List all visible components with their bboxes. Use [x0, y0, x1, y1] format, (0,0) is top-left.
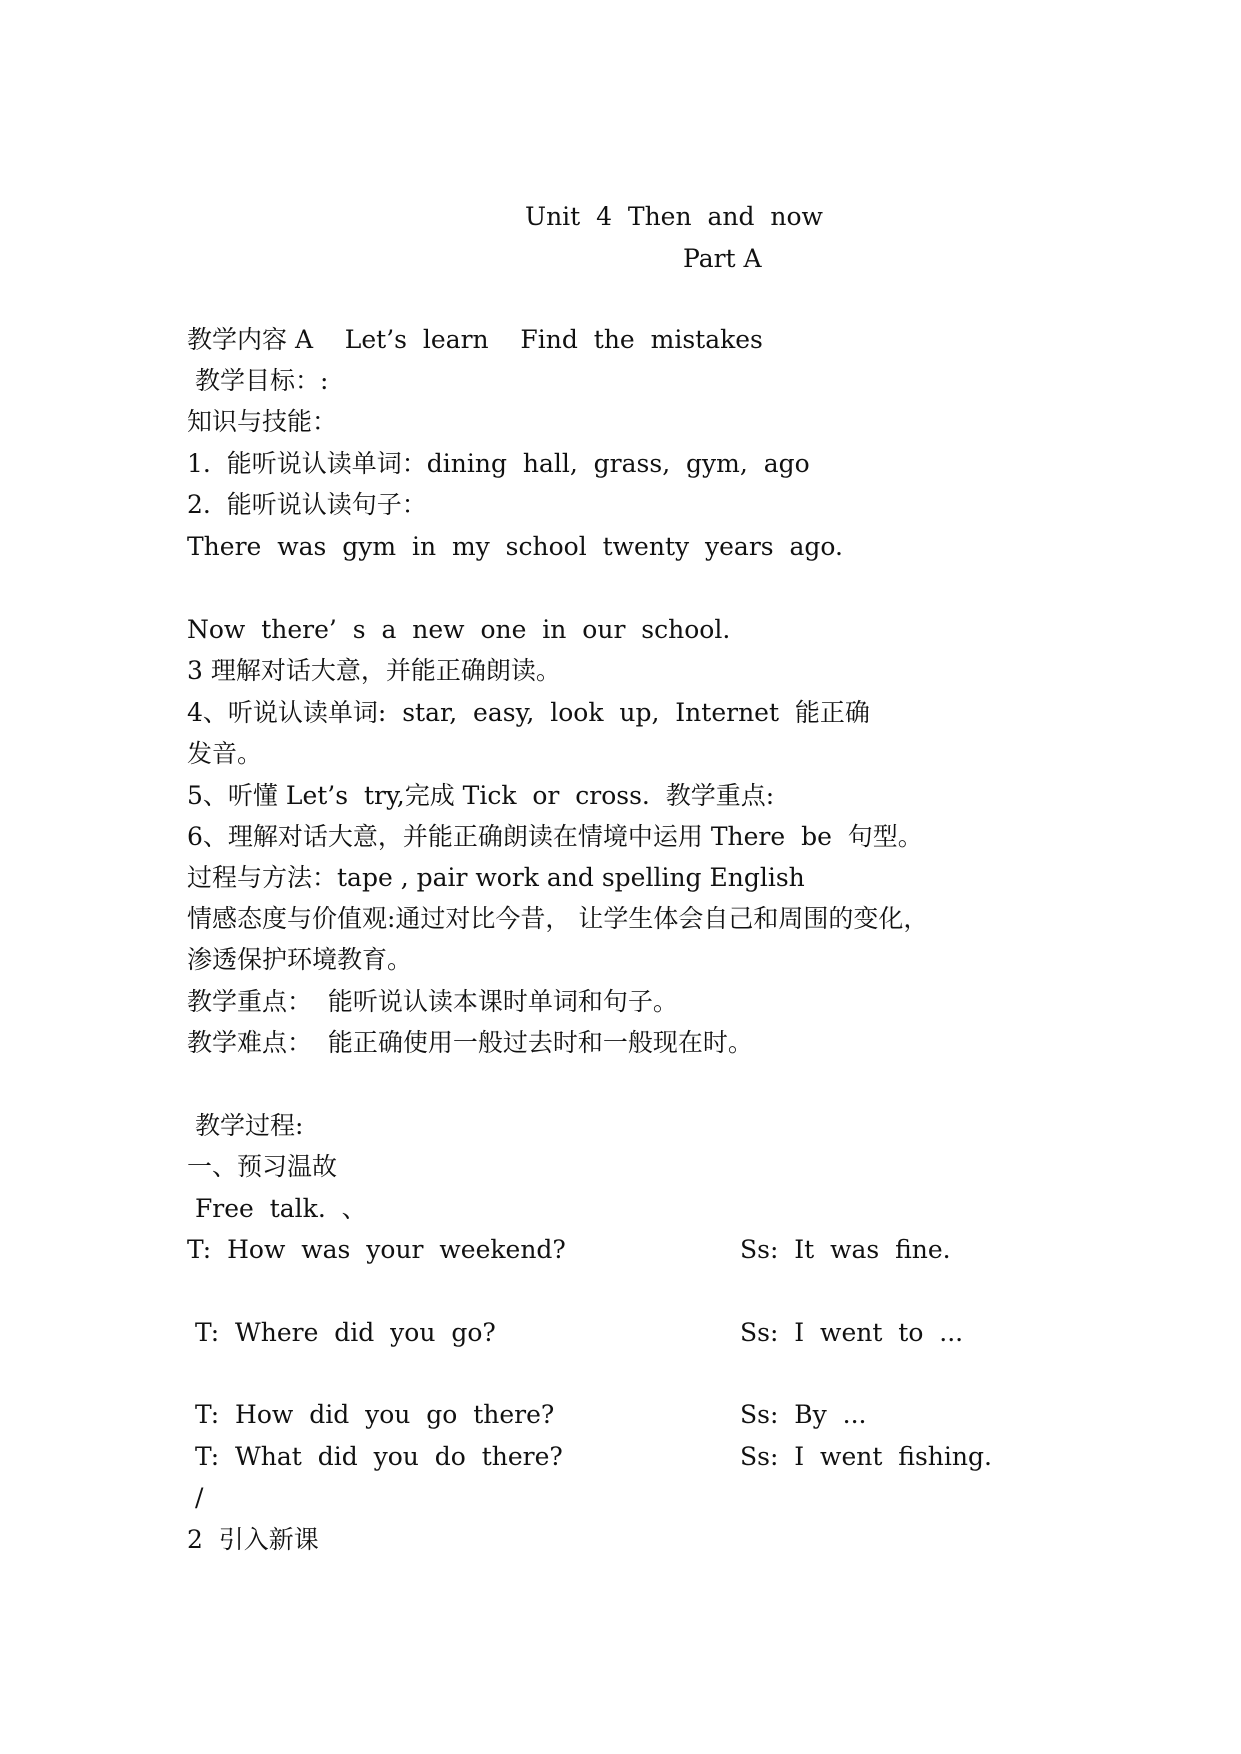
section-2-heading: 2 引入新课 [187, 1525, 319, 1554]
teaching-content: 教学内容 A Let’s learn Find the mistakes [187, 325, 763, 354]
key-point: 教学重点： 能听说认读本课时单词和句子。 [187, 987, 678, 1016]
document-subtitle: Part A [683, 244, 762, 273]
dialogue-teacher-line: T: How was your weekend? [187, 1235, 566, 1264]
dialogue-student-line: Ss: It was fine. [740, 1235, 951, 1264]
objective-item-2: 2. 能听说认读句子： [187, 490, 427, 519]
example-sentence-2: Now there’ s a new one in our school. [187, 615, 731, 644]
dialogue-teacher-line: T: Where did you go? [187, 1318, 496, 1347]
example-sentence-1: There was gym in my school twenty years ago. [187, 532, 843, 561]
attitude-values: 情感态度与价值观:通过对比今昔， 让学生体会自己和周围的变化， [187, 904, 929, 933]
document-title: Unit 4 Then and now [525, 202, 823, 231]
dialogue-teacher-line: T: How did you go there? [187, 1400, 555, 1429]
attitude-values-continued: 渗透保护环境教育。 [187, 945, 413, 974]
dialogue-student-line: Ss: By ... [740, 1400, 867, 1429]
objective-item-4-continued: 发音。 [187, 739, 263, 768]
objective-item-5: 5、听懂 Let’s try,完成 Tick or cross. 教学重点: [187, 781, 775, 810]
objective-item-3: 3 理解对话大意，并能正确朗读。 [187, 656, 561, 685]
objectives-heading: 教学目标：: [187, 366, 329, 395]
dialogue-student-line: Ss: I went to ... [740, 1318, 964, 1347]
process-method: 过程与方法：tape , pair work and spelling English [187, 863, 805, 892]
objective-item-1: 1. 能听说认读单词：dining hall, grass, gym, ago [187, 449, 810, 478]
knowledge-heading: 知识与技能： [187, 407, 338, 436]
dialogue-teacher-line: T: What did you do there? [187, 1442, 563, 1471]
objective-item-4: 4、听说认读单词: star, easy, look up, Internet 能正确 [187, 698, 870, 727]
objective-item-6: 6、理解对话大意，并能正确朗读在情境中运用 There be 句型。 [187, 822, 923, 851]
free-talk: Free talk. 、 [187, 1194, 367, 1223]
dialogue-student-line: Ss: I went fishing. [740, 1442, 992, 1471]
section-1-heading: 一、预习温故 [187, 1152, 338, 1181]
slash-mark: / [187, 1483, 204, 1512]
process-heading: 教学过程: [187, 1111, 304, 1140]
difficult-point: 教学难点： 能正确使用一般过去时和一般现在时。 [187, 1028, 753, 1057]
